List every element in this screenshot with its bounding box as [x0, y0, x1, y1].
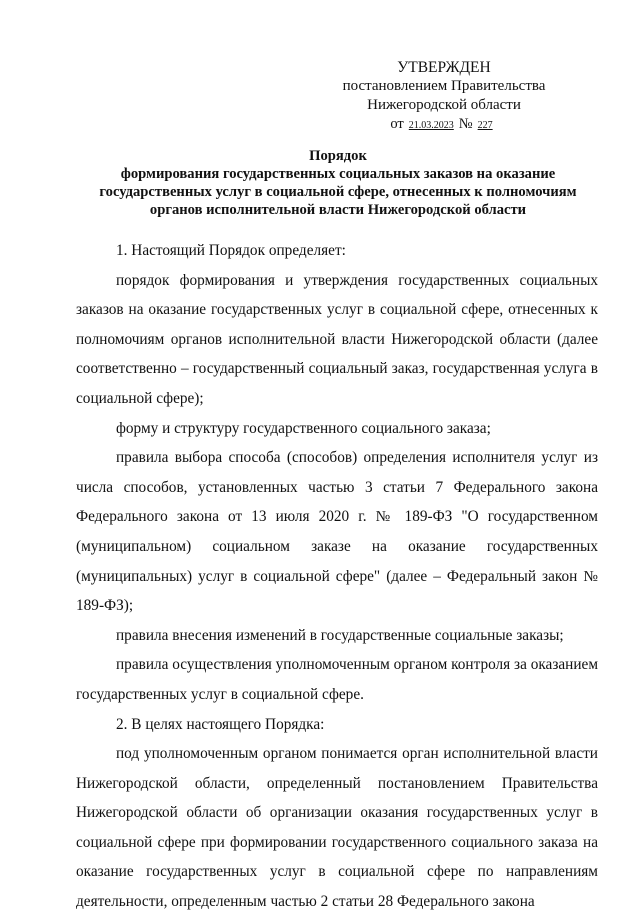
title-line-1: Порядок — [309, 148, 367, 164]
number-label: № — [458, 116, 473, 132]
paragraph-5: правила внесения изменений в государственные социальные заказы; — [116, 626, 564, 644]
paragraph-4: правила выбора способа (способов) определения исполнителя услуг из числа способов, установленных частью 3 статьи 7 Федерального закона Федерального закона от 13 июля 2020 г. № 189-ФЗ "О государственном (муниципальном) социальном заказе на оказание государственных (муниципальных) услуг в социальной сфере" (далее – Федеральный закон № 189-ФЗ); — [76, 449, 598, 615]
document-body — [76, 236, 598, 917]
paragraph-2: порядок формирования и утверждения государственных социальных заказов на оказание государственных услуг в социальной сфере, отнесенных к полномочиям органов исполнительной власти Нижегородской области (далее соответственно – государственный социальный заказ, государственная услуга в социальной сфере); — [76, 271, 598, 407]
approval-number: 227 — [477, 120, 493, 131]
approval-block — [318, 58, 570, 135]
title-line-4: органов исполнительной власти Нижегородской области — [149, 202, 527, 218]
paragraph-3: форму и структуру государственного социального заказа; — [116, 419, 491, 437]
approval-date-line — [318, 115, 570, 135]
approval-authority: постановлением Правительства — [342, 78, 546, 94]
paragraph-6: правила осуществления уполномоченным органом контроля за оказанием государственных услуг в социальной сфере. — [76, 656, 599, 703]
title-line-2: формирования государственных социальных заказов на оказание — [120, 166, 556, 182]
paragraph-7: 2. В целях настоящего Порядка: — [116, 715, 325, 733]
approval-region: Нижегородской области — [367, 97, 521, 113]
title-line-3: государственных услуг в социальной сфере, отнесенных к полномочиям — [99, 184, 577, 200]
from-label: от — [390, 116, 404, 132]
approval-date: 21.03.2023 — [408, 120, 454, 131]
paragraph-1: 1. Настоящий Порядок определяет: — [116, 242, 346, 259]
paragraph-8: под уполномоченным органом понимается орган исполнительной власти Нижегородской области, определенный постановлением Правительства Нижегородской области об организации оказания государственных услуг в социальной сфере при формировании государственного социального заказа на оказание государственных услуг в социальной сфере по направлениям деятельности, определенным частью 2 статьи 28 Федерального закона — [76, 745, 598, 911]
document-title — [84, 147, 592, 219]
approval-heading: УТВЕРЖДЕН — [397, 59, 491, 76]
